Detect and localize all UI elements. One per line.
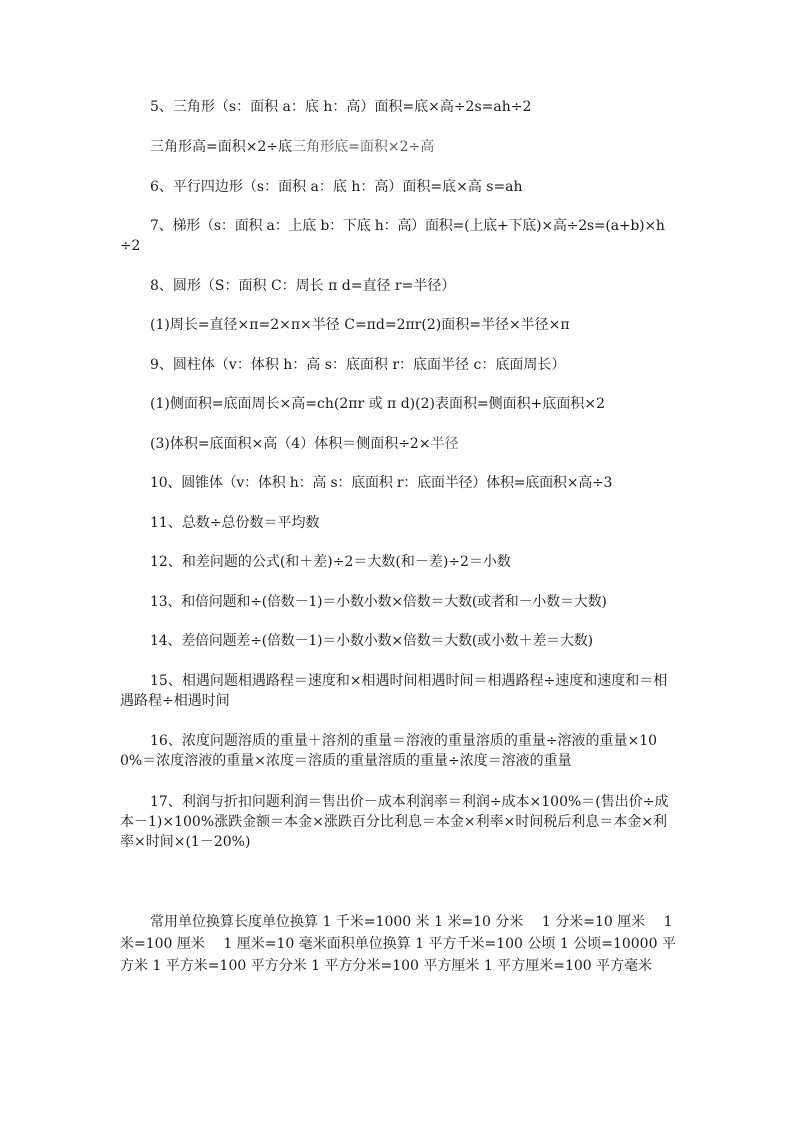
formula-circle-detail: (1)周长=直径×π=2×π×半径 C=πd=2πr(2)面积=半径×半径×π: [150, 317, 570, 333]
formula-difference-multiple: 14、差倍问题差÷(倍数－1)＝小数小数×倍数＝大数(或小数＋差＝大数): [150, 633, 593, 649]
triangle-height-text: 三角形高=面积×2÷底: [150, 139, 293, 155]
formula-cylinder-volume: [120, 434, 675, 454]
formula-average: 11、总数÷总份数＝平均数: [150, 515, 320, 531]
cylinder-volume-text: (3)体积=底面积×高（4）体积＝侧面积÷2×: [150, 436, 431, 452]
formula-triangle-height-base: [120, 137, 675, 157]
formula-concentration: 16、浓度问题溶质的重量＋溶剂的重量＝溶液的重量溶质的重量÷溶液的重量×100%＝浓度溶液的重量×浓度＝溶质的重量溶质的重量÷浓度＝溶液的重量: [120, 733, 658, 769]
formula-circle: 8、圆形（S：面积 C：周长 π d=直径 r=半径）: [150, 278, 456, 294]
formula-parallelogram: 6、平行四边形（s：面积 a：底 h：高）面积=底×高 s=ah: [150, 179, 523, 195]
unit-conversion: 常用单位换算长度单位换算 1 千米=1000 米 1 米=10 分米 1 分米=10 厘米 1 米=100 厘米 1 厘米=10 毫米面积单位换算 1 平方千米=100 公顷 1 公顷=10000 平方米 1 平方米=100 平方分米 1 平方分米=100 平方厘米 1 平方厘米=100 平方毫米: [120, 914, 676, 974]
formula-cone: 10、圆锥体（v：体积 h：高 s：底面积 r：底面半径）体积=底面积×高÷3: [150, 475, 613, 491]
formula-meeting: 15、相遇问题相遇路程＝速度和×相遇时间相遇时间＝相遇路程÷速度和速度和＝相遇路程÷相遇时间: [120, 673, 668, 709]
formula-cylinder-area: (1)侧面积=底面周长×高=ch(2πr 或 π d)(2)表面积=侧面积+底面积×2: [150, 396, 606, 412]
formula-cylinder: 9、圆柱体（v：体积 h：高 s：底面积 r：底面半径 c：底面周长）: [150, 357, 566, 373]
triangle-base-text: 三角形底=面积×2÷高: [292, 139, 435, 155]
formula-trapezoid: 7、梯形（s：面积 a：上底 b：下底 h：高）面积=(上底+下底)×高÷2s=(a+b)×h÷2: [120, 218, 665, 254]
cylinder-volume-radius: 半径: [430, 436, 459, 452]
formula-profit-discount: 17、利润与折扣问题利润＝售出价－成本利润率＝利润÷成本×100%＝(售出价÷成本－1)×100%涨跌金额＝本金×涨跌百分比利息＝本金×利率×时间税后利息＝本金×利率×时间×(1－20%): [120, 794, 669, 850]
formula-triangle: 5、三角形（s：面积 a：底 h：高）面积=底×高÷2s=ah÷2: [150, 99, 532, 115]
formula-sum-multiple: 13、和倍问题和÷(倍数－1)＝小数小数×倍数＝大数(或者和－小数＝大数): [150, 594, 607, 610]
formula-sum-difference: 12、和差问题的公式(和＋差)÷2＝大数(和－差)÷2＝小数: [150, 554, 511, 570]
